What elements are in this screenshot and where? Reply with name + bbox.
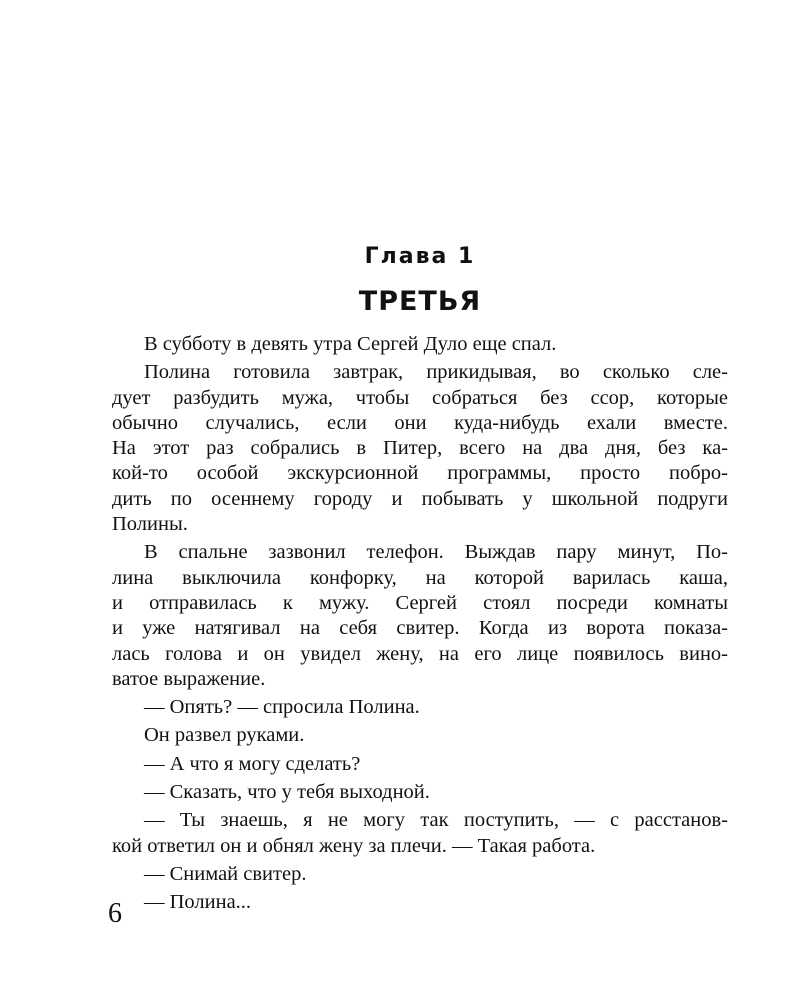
chapter-label: Глава 1: [364, 244, 476, 269]
text-line: — Снимай свитер.: [144, 862, 307, 885]
page-number: 6: [108, 898, 122, 929]
text-line: — Сказать, что у тебя выходной.: [144, 781, 430, 804]
body-text: [112, 332, 728, 916]
text-line: лась голова и он увидел жену, на его лице появилось вино-: [112, 642, 728, 665]
text-line: дует разбудить мужа, чтобы собраться без ссор, которые: [112, 386, 728, 409]
text-line: дить по осеннему городу и побывать у школьной подруги: [112, 487, 728, 510]
text-line: и отправилась к мужу. Сергей стоял посреди комнаты: [112, 591, 728, 614]
text-line: На этот раз собрались в Питер, всего на два дня, без ка-: [112, 437, 728, 460]
text-line: В субботу в девять утра Сергей Дуло еще спал.: [144, 333, 557, 355]
text-line: В спальне зазвонил телефон. Выждав пару минут, По-: [144, 541, 728, 564]
text-line: обычно случались, если они куда-нибудь ехали вместе.: [112, 411, 728, 434]
text-line: кой-то особой экскурсионной программы, просто побро-: [112, 462, 728, 485]
text-line: ватое выражение.: [112, 667, 266, 690]
text-line: — А что я могу сделать?: [144, 752, 361, 775]
text-line: Он развел руками.: [144, 724, 305, 747]
chapter-title: ТРЕТЬЯ: [358, 286, 482, 317]
text-line: и уже натягивал на себя свитер. Когда из ворота показа-: [112, 617, 728, 640]
text-line: Полины.: [112, 513, 188, 536]
text-line: Полина готовила завтрак, прикидывая, во сколько сле-: [144, 361, 728, 384]
text-line: — Ты знаешь, я не могу так поступить, — с расстанов-: [144, 809, 728, 832]
text-line: — Опять? — спросила Полина.: [144, 696, 420, 719]
text-line: кой ответил он и обнял жену за плечи. — Такая работа.: [112, 834, 596, 857]
text-line: — Полина...: [144, 891, 252, 914]
text-line: лина выключила конфорку, на которой варилась каша,: [112, 566, 728, 589]
